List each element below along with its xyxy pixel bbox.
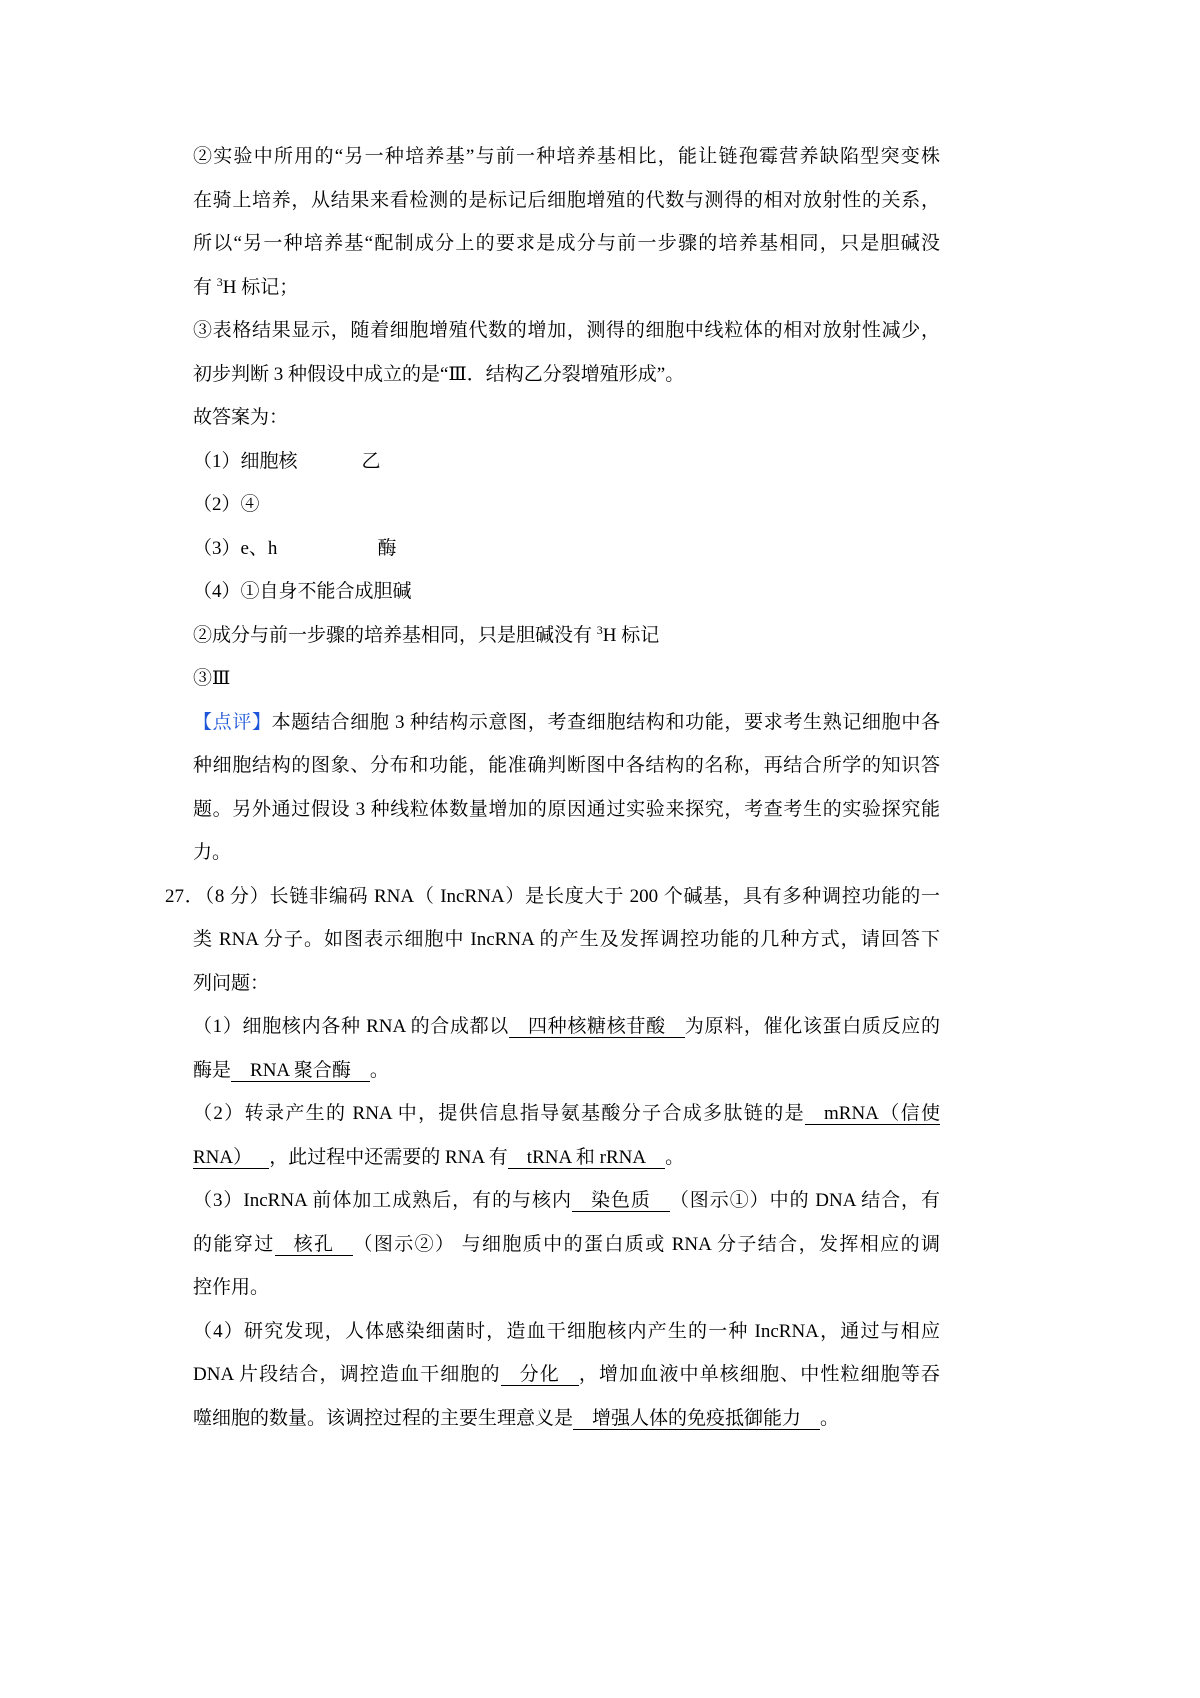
comment-line xyxy=(193,701,940,745)
subquestion-line xyxy=(193,1223,940,1267)
text-run: 。 xyxy=(369,1059,389,1081)
subquestion-line xyxy=(193,1179,940,1223)
comment-line: 种细胞结构的图象、分布和功能，能准确判断图中各结构的名称，再结合所学的知识答 xyxy=(193,755,940,776)
answer-line: （4）①自身不能合成胆碱 xyxy=(193,581,412,602)
answer-line xyxy=(193,527,940,571)
text-run: （8 分）长链非编码 RNA（ IncRNA）是长度大于 200 个碱基，具有多种调控功能的一 xyxy=(204,885,940,907)
text-run: （3）IncRNA 前体加工成熟后，有的与核内 xyxy=(193,1190,572,1211)
answer-blank: 染色质 xyxy=(572,1190,670,1212)
answer-value: 乙 xyxy=(361,450,381,472)
text-run: DNA 片段结合，调控造血干细胞的 xyxy=(193,1364,501,1385)
analysis-line: 所以“另一种培养基“配制成分上的要求是成分与前一步骤的培养基相同，只是胆碱没 xyxy=(193,233,940,254)
analysis-line: 初步判断 3 种假设中成立的是“Ⅲ．结构乙分裂增殖形成”。 xyxy=(193,363,685,385)
subquestion-line xyxy=(193,1136,940,1180)
answer-blank: 增强人体的免疫抵御能力 xyxy=(573,1408,820,1430)
answer-blank: 四种核糖核苷酸 xyxy=(509,1016,685,1038)
answers-heading: 故答案为： xyxy=(193,407,289,428)
answer-line xyxy=(193,440,940,484)
subquestion-line: 控作用。 xyxy=(193,1277,270,1298)
analysis-line: ③表格结果显示，随着细胞增殖代数的增加，测得的细胞中线粒体的相对放射性减少， xyxy=(193,320,940,341)
text-run: H 标记； xyxy=(222,276,299,298)
answer-line: （2）④ xyxy=(193,494,260,515)
question-stem-line xyxy=(165,875,940,919)
analysis-line: 在骑上培养，从结果来看检测的是标记后细胞增殖的代数与测得的相对放射性的关系， xyxy=(193,189,940,211)
text-block xyxy=(165,135,940,1440)
answer-blank: mRNA（信使 xyxy=(805,1103,940,1125)
answer-blank: 核孔 xyxy=(275,1234,354,1256)
answer-value: 酶 xyxy=(377,537,397,559)
text-run: 有 xyxy=(193,276,217,298)
text-run: （1）细胞核内各种 RNA 的合成都以 xyxy=(193,1016,509,1037)
text-run: （图示①）中的 DNA 结合，有 xyxy=(669,1190,940,1211)
text-run: 噬细胞的数量。该调控过程的主要生理意义是 xyxy=(193,1407,574,1429)
answer-blank: tRNA 和 rRNA xyxy=(508,1147,665,1169)
text-run: ，增加血液中单核细胞、中性粒细胞等吞 xyxy=(578,1364,940,1385)
answer-blank: RNA） xyxy=(193,1147,269,1169)
question-number: 27． xyxy=(165,885,205,907)
text-run: ，此过程中还需要的 RNA 有 xyxy=(269,1146,508,1168)
text-run: 酶是 xyxy=(193,1059,232,1081)
answer-blank: RNA 聚合酶 xyxy=(231,1060,370,1082)
analysis-line xyxy=(193,266,940,310)
question-stem-line: 列问题： xyxy=(193,972,270,994)
subquestion-line xyxy=(193,1049,940,1093)
text-run: 的能穿过 xyxy=(193,1233,275,1255)
answer-label: （1）细胞核 xyxy=(193,450,298,472)
subquestion-line xyxy=(193,1397,940,1441)
answer-blank: 分化 xyxy=(501,1364,579,1386)
answer-label: （3）e、h xyxy=(193,537,278,559)
comment-line: 题。另外通过假设 3 种线粒体数量增加的原因通过实验来探究，考查考生的实验探究能 xyxy=(193,798,940,820)
text-run: 本题结合细胞 3 种结构示意图，考查细胞结构和功能，要求考生熟记细胞中各 xyxy=(271,711,940,733)
subquestion-line xyxy=(193,1353,940,1397)
text-run: 。 xyxy=(665,1146,685,1168)
text-run: （2）转录产生的 RNA 中，提供信息指导氨基酸分子合成多肽链的是 xyxy=(193,1103,805,1124)
text-run: （图示②） 与细胞质中的蛋白质或 RNA 分子结合，发挥相应的调 xyxy=(353,1233,940,1255)
superscript-mass-number: 3 xyxy=(596,622,603,637)
text-run: ②成分与前一步骤的培养基相同，只是胆碱没有 xyxy=(193,624,597,646)
question-stem-line: 类 RNA 分子。如图表示细胞中 IncRNA 的产生及发挥调控功能的几种方式，请回答下 xyxy=(193,929,940,950)
text-run: 为原料，催化该蛋白质反应的 xyxy=(684,1016,940,1037)
subquestion-line xyxy=(193,1092,940,1136)
text-run: 。 xyxy=(820,1407,840,1429)
text-run: H 标记 xyxy=(602,624,660,646)
subquestion-line: （4）研究发现，人体感染细菌时，造血干细胞核内产生的一种 IncRNA，通过与相应 xyxy=(193,1320,940,1342)
comment-tag: 【点评】 xyxy=(193,711,272,733)
superscript-mass-number: 3 xyxy=(216,274,223,289)
analysis-line: ②实验中所用的“另一种培养基”与前一种培养基相比，能让链孢霉营养缺陷型突变株 xyxy=(193,146,940,167)
answer-line xyxy=(193,614,940,658)
subquestion-line xyxy=(193,1005,940,1049)
answer-line: ③Ⅲ xyxy=(193,668,231,689)
comment-line: 力。 xyxy=(193,842,232,863)
